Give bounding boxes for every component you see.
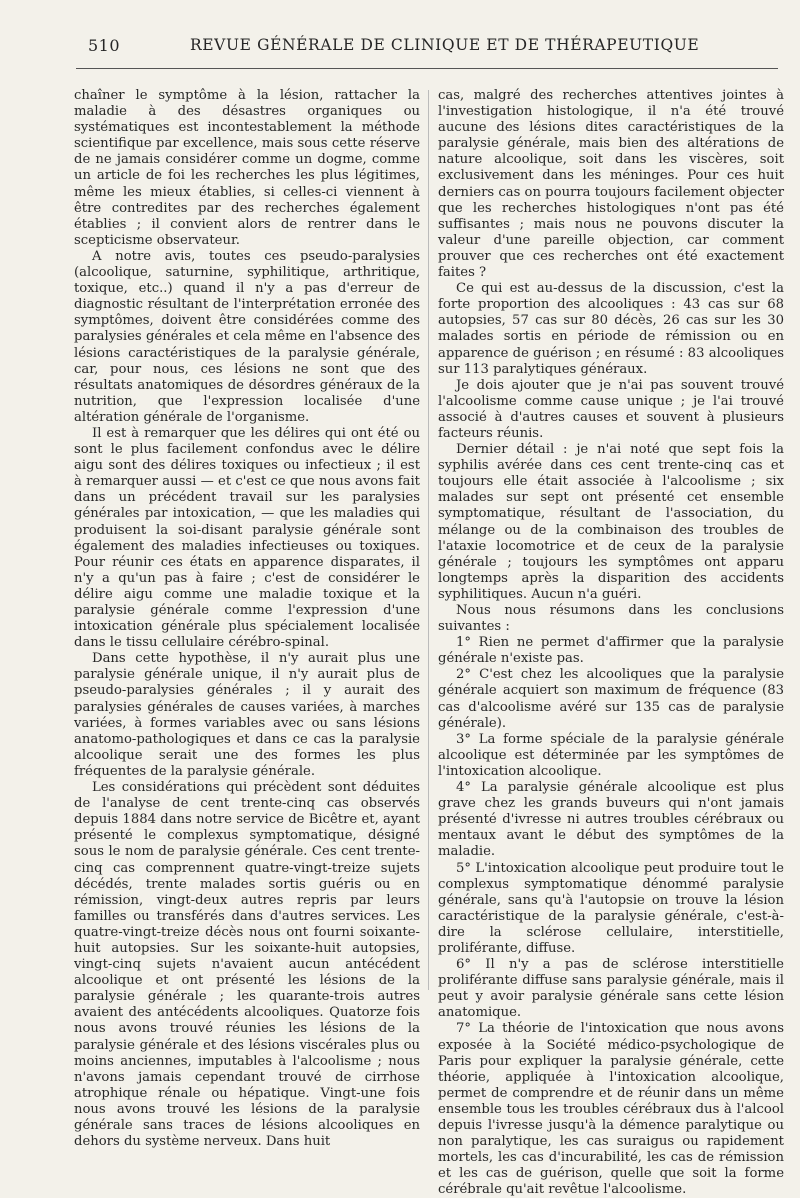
paragraph: cas, malgré des recherches attentives jointes à l'investigation histologique, il n'a été trouvé aucune des lésions dites caractéristiques de la paralysie générale, mais bien des altérations de nature alcoolique, soit dans les viscères, soit exclusivement dans les méninges. Pour ces huit derniers cas on pourra toujours facilement objecter que les recherches histologiques n'ont pas été suffisantes ; mais nous ne pouvons discuter la valeur d'une pareille objection, car comment prouver que ces recherches ont été exactement faites ? <box>438 88 784 281</box>
paragraph: Dernier détail : je n'ai noté que sept fois la syphilis avérée dans ces cent trente-cinq cas et toujours elle était associée à l'alcoolisme ; six malades sur sept ont présenté cet ensemble symptomatique, résultant de l'association, du mélange ou de la combinaison des troubles de l'ataxie locomotrice et de ceux de la paralysie générale ; toujours les symptômes ont apparu longtemps après la disparition des accidents syphilitiques. Aucun n'a guéri. <box>438 442 784 602</box>
header-rule <box>76 68 778 69</box>
right-column <box>438 88 784 1198</box>
column-divider <box>428 90 429 990</box>
conclusion-item: 4° La paralysie générale alcoolique est plus grave chez les grands buveurs qui n'ont jamais présenté d'ivresse ni autres troubles cérébraux ou mentaux avant le début des symptômes de la maladie. <box>438 780 784 860</box>
paragraph: Il est à remarquer que les délires qui ont été ou sont le plus facilement confondus avec le délire aigu sont des délires toxiques ou infectieux ; il est à remarquer aussi — et c'est ce que nous avons fait dans un précédent travail sur les paralysies générales par intoxication, — que les maladies qui produisent la soi-disant paralysie générale sont également des maladies infectieuses ou toxiques. Pour réunir ces états en apparence disparates, il n'y a qu'un pas à faire ; c'est de considérer le délire aigu comme une maladie toxique et la paralysie générale comme l'expression d'une intoxication générale plus spécialement localisée dans le tissu cellulaire cérébro-spinal. <box>74 425 420 651</box>
paragraph: Je dois ajouter que je n'ai pas souvent trouvé l'alcoolisme comme cause unique ; je l'ai trouvé associé à d'autres causes et souvent à plusieurs facteurs réunis. <box>438 377 784 441</box>
conclusion-item: 1° Rien ne permet d'affirmer que la paralysie générale n'existe pas. <box>438 635 784 667</box>
paragraph: Les considérations qui précèdent sont déduites de l'analyse de cent trente-cinq cas observés depuis 1884 dans notre service de Bicêtre et, ayant présenté le complexus symptomatique, désigné sous le nom de paralysie générale. Ces cent trente-cinq cas comprennent quatre-vingt-treize sujets décédés, trente malades sortis guéris ou en rémission, vingt-deux autres repris par leurs familles ou transférés dans d'autres services. Les quatre-vingt-treize décès nous ont fourni soixante-huit autopsies. Sur les soixante-huit autopsies, vingt-cinq sujets n'avaient aucun antécédent alcoolique et ont présenté les lésions de la paralysie générale ; les quarante-trois autres avaient des antécédents alcooliques. Quatorze fois nous avons trouvé réunies les lésions de la paralysie générale et des lésions viscérales plus ou moins anciennes, imputables à l'alcoolisme ; nous n'avons jamais cependant trouvé de cirrhose atrophique rénale ou hépatique. Vingt-une fois nous avons trouvé les lésions de la paralysie générale sans traces de lésions alcooliques en dehors du système nerveux. Dans huit <box>74 780 420 1150</box>
paragraph: chaîner le symptôme à la lésion, rattacher la maladie à des désastres organiques ou systématiques est incontestablement la méthode scientifique par excellence, mais sous cette réserve de ne jamais considérer comme un dogme, comme un article de foi les recherches les plus légitimes, même les mieux établies, si celles-ci viennent à être contredites par des recherches également établies ; il convient alors de rentrer dans le scepticisme observateur. <box>74 88 420 248</box>
conclusion-item: 7° La théorie de l'intoxication que nous avons exposée à la Société médico-psychologique de Paris pour expliquer la paralysie générale, cette théorie, appliquée à l'intoxication alcoolique, permet de comprendre et de réunir dans un même ensemble tous les troubles cérébraux dus à l'alcool depuis l'ivresse jusqu'à la démence paralytique ou non paralytique, les cas suraigus ou rapidement mortels, les cas d'incurabilité, les cas de rémission et les cas de guérison, quelle que soit la forme cérébrale qu'ait revêtue l'alcoolisme. <box>438 1021 784 1198</box>
conclusion-item: 3° La forme spéciale de la paralysie générale alcoolique est déterminée par les symptômes de l'intoxication alcoolique. <box>438 731 784 779</box>
page-number: 510 <box>88 36 121 55</box>
paragraph: Nous nous résumons dans les conclusions suivantes : <box>438 603 784 635</box>
conclusion-item: 5° L'intoxication alcoolique peut produire tout le complexus symptomatique dénommé paralysie générale, sans qu'à l'autopsie on trouve la lésion caractéristique de la paralysie générale, c'est-à-dire la sclérose cellulaire, interstitielle, proliférante, diffuse. <box>438 860 784 956</box>
conclusion-item: 2° C'est chez les alcooliques que la paralysie générale acquiert son maximum de fréquence (83 cas d'alcoolisme avéré sur 135 cas de paralysie générale). <box>438 667 784 731</box>
paragraph: Ce qui est au-dessus de la discussion, c'est la forte proportion des alcooliques : 43 cas sur 68 autopsies, 57 cas sur 80 décès, 26 cas sur les 30 malades sortis en période de rémission ou en apparence de guérison ; en résumé : 83 alcooliques sur 113 paralytiques généraux. <box>438 281 784 377</box>
running-title: REVUE GÉNÉRALE DE CLINIQUE ET DE THÉRAPEUTIQUE <box>190 36 700 54</box>
conclusion-item: 6° Il n'y a pas de sclérose interstitielle proliférante diffuse sans paralysie générale, mais il peut y avoir paralysie générale sans cette lésion anatomique. <box>438 957 784 1021</box>
left-column <box>74 88 420 1150</box>
paragraph: Dans cette hypothèse, il n'y aurait plus une paralysie générale unique, il n'y aurait plus de pseudo-paralysies générales ; il y aurait des paralysies générales de causes variées, à marches variées, à formes variables avec ou sans lésions anatomo-pathologiques et dans ce cas la paralysie alcoolique serait une des formes les plus fréquentes de la paralysie générale. <box>74 651 420 779</box>
paragraph: A notre avis, toutes ces pseudo-paralysies (alcoolique, saturnine, syphilitique, arthritique, toxique, etc..) quand il n'y a pas d'erreur de diagnostic résultant de l'interprétation erronée des symptômes, doivent être considérées comme des paralysies générales et cela même en l'absence des lésions caractéristiques de la paralysie générale, car, pour nous, ces lésions ne sont que des résultats anatomiques de désordres généraux de la nutrition, que l'expression localisée d'une altération générale de l'organisme. <box>74 248 420 425</box>
